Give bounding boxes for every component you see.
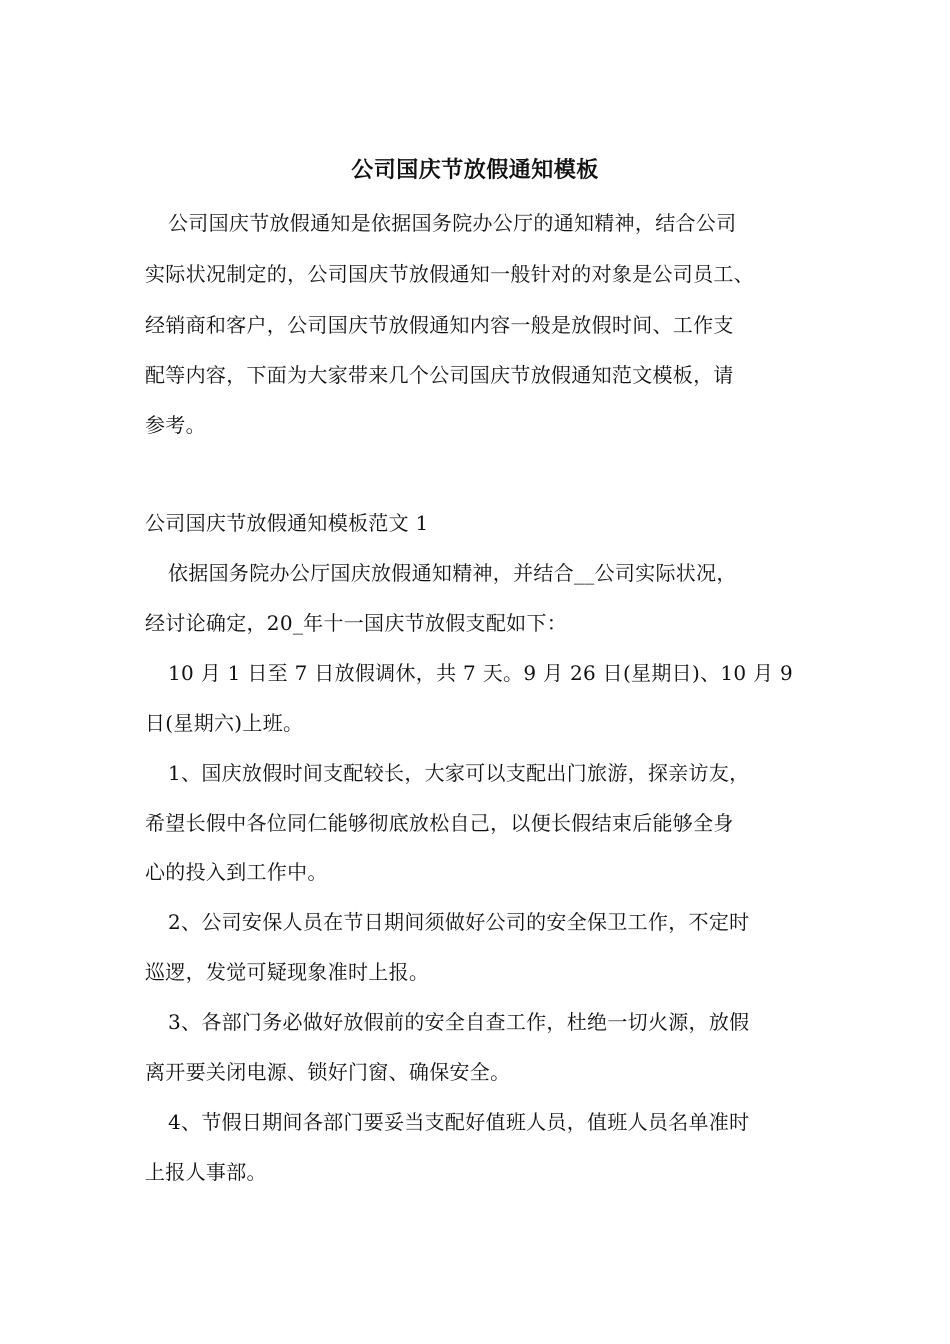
document-title: 公司国庆节放假通知模板 xyxy=(351,157,599,183)
item4-line-1: 4、节假日期间各部门要妥当支配好值班人员，值班人员名单准时 xyxy=(168,1110,750,1134)
item1-line-1: 1、国庆放假时间支配较长，大家可以支配出门旅游，探亲访友， xyxy=(168,761,750,785)
para1-line-1: 依据国务院办公厅国庆放假通知精神，并结合__公司实际状况， xyxy=(168,561,737,585)
para2-line-1: 10 月 1 日至 7 日放假调休，共 7 天。9 月 26 日(星期日)、10 月 9 xyxy=(168,661,794,685)
section-heading: 公司国庆节放假通知模板范文 1 xyxy=(145,511,429,535)
item1-line-2: 希望长假中各位同仁能够彻底放松自己，以便长假结束后能够全身 xyxy=(145,811,734,835)
item3-line-2: 离开要关闭电源、锁好门窗、确保安全。 xyxy=(145,1060,511,1084)
item4-line-2: 上报人事部。 xyxy=(145,1160,267,1184)
para2-line-2: 日(星期六)上班。 xyxy=(145,711,304,735)
intro-line-5: 参考。 xyxy=(145,413,206,437)
item2-line-2: 巡逻，发觉可疑现象准时上报。 xyxy=(145,960,430,984)
item1-line-3: 心的投入到工作中。 xyxy=(145,860,328,884)
item3-line-1: 3、各部门务必做好放假前的安全自查工作，杜绝一切火源，放假 xyxy=(168,1010,750,1034)
intro-line-1: 公司国庆节放假通知是依据国务院办公厅的通知精神，结合公司 xyxy=(168,211,737,235)
para1-line-2: 经讨论确定，20_年十一国庆节放假支配如下： xyxy=(145,611,568,635)
intro-line-3: 经销商和客户，公司国庆节放假通知内容一般是放假时间、工作支 xyxy=(145,313,734,337)
item2-line-1: 2、公司安保人员在节日期间须做好公司的安全保卫工作，不定时 xyxy=(168,910,750,934)
intro-line-2: 实际状况制定的，公司国庆节放假通知一般针对的对象是公司员工、 xyxy=(145,262,754,286)
intro-line-4: 配等内容，下面为大家带来几个公司国庆节放假通知范文模板，请 xyxy=(145,363,734,387)
